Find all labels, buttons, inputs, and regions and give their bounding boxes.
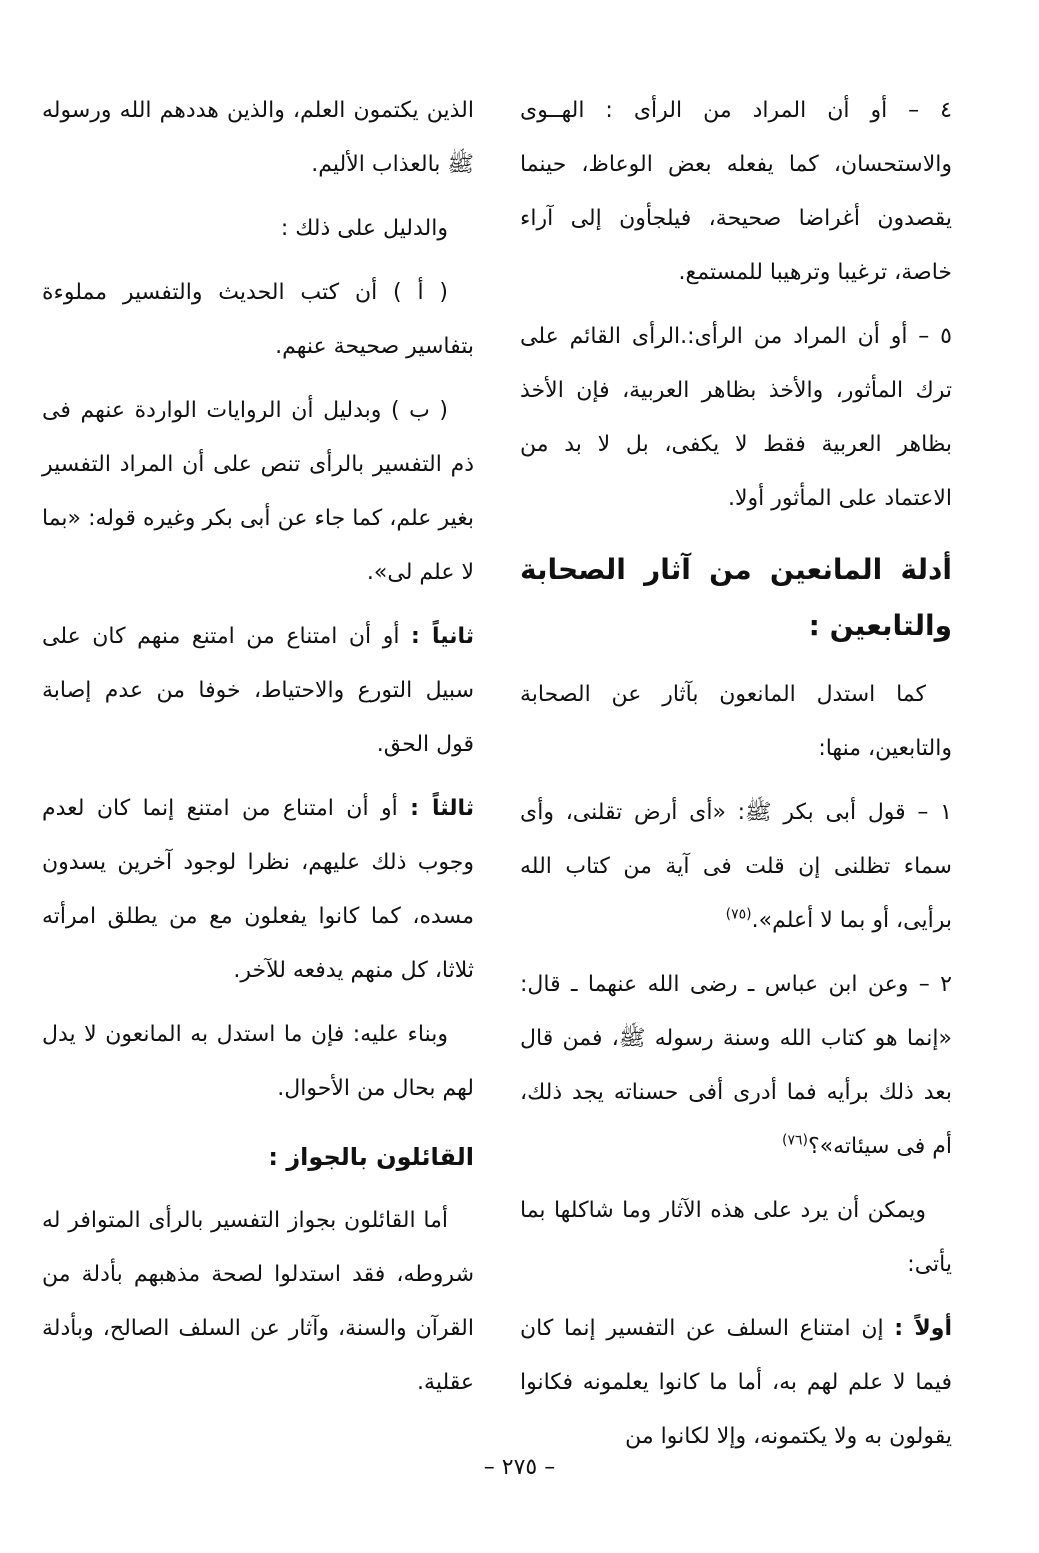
paragraph-first [520, 1302, 952, 1464]
section-heading-permitters: القائلون بالجواز : [268, 1143, 474, 1171]
paragraph-second [42, 610, 474, 772]
first-text: إن امتناع السلف عن التفسير إنما كان فيما لا علم لهم به، أما ما كانوا يعلمونه فكانوا يقولون به ولا يكتمونه، وإلا لكانوا من [520, 1316, 952, 1449]
section-heading-companions-evidence: أدلة المانعين من آثار الصحابة والتابعين : [520, 553, 952, 642]
right-column [520, 84, 952, 1474]
third-lead: ثالثاً : [410, 796, 474, 821]
paragraph-continuation: الذين يكتمون العلم، والذين هددهم الله ورسوله ﷺ بالعذاب الأليم. [42, 98, 474, 177]
paragraph-permitters: أما القائلون بجواز التفسير بالرأى المتوافر له شروطه، فقد استدلوا لصحة مذهبهم بأدلة من القرآن والسنة، وآثار عن السلف الصالح، وبأدلة عقلية. [42, 1208, 474, 1395]
paragraph-point-5: ٥ – أو أن المراد من الرأى:.الرأى القائم على ترك المأثور، والأخذ بظاهر العربية، فإن الأخذ بظاهر العربية فقط لا يكفى، بل لا بد من الاعتماد على المأثور أولا. [520, 324, 952, 511]
paragraph-evidence-b: ( ب ) وبدليل أن الروايات الواردة عنهم فى ذم التفسير بالرأى تنص على أن المراد التفسير بغير علم، كما جاء عن أبى بكر وغيره قوله: «بما لا علم لى». [42, 398, 474, 585]
second-text: أو أن امتناع من امتنع منهم كان على سبيل التورع والاحتياط، خوفا من عدم إصابة قول الحق. [42, 624, 474, 757]
second-lead: ثانياً : [410, 624, 475, 649]
paragraph-point-4: ٤ – أو أن المراد من الرأى : الهــوى والاستحسان، كما يفعله بعض الوعاظ، حينما يقصدون أغراضا صحيحة، فيلجأون إلى آراء خاصة، ترغيبا وترهيبا للمستمع. [520, 98, 952, 285]
third-text: أو أن امتناع من امتنع إنما كان لعدم وجوب ذلك عليهم، نظرا لوجود آخرين يسدون مسده، كما كانوا يفعلون مع من يطلق امرأته ثلاثا، كل منهم يدفعه للآخر. [42, 796, 474, 983]
left-column [42, 84, 474, 1420]
paragraph-reply: ويمكن أن يرد على هذه الآثار وما شاكلها بما يأتى: [520, 1198, 952, 1277]
paragraph-evidence-intro: والدليل على ذلك : [280, 216, 448, 241]
footnote-ref-75: (٧٥) [725, 906, 752, 923]
item-1-text: ١ – قول أبى بكر ﷺ: «أى أرض تقلنى، وأى سماء تظلنى إن قلت فى آية من كتاب الله برأيى، أو بما لا أعلم». [520, 800, 952, 933]
paragraph-item-2 [520, 958, 952, 1174]
footnote-ref-76: (٧٦) [781, 1132, 808, 1149]
paragraph-evidence-a: ( أ ) أن كتب الحديث والتفسير مملوءة بتفاسير صحيحة عنهم. [42, 280, 474, 359]
paragraph-intro: كما استدل المانعون بآثار عن الصحابة والتابعين، منها: [520, 682, 952, 761]
item-2-text: ٢ – وعن ابن عباس ـ رضى الله عنهما ـ قال: «إنما هو كتاب الله وسنة رسوله ﷺ، فمن قال بعد ذلك برأيه فما أدرى أفى حسناته يجد ذلك، أم فى سيئاته»؟ [520, 972, 952, 1159]
page-number: – ٢٧٥ – [483, 1455, 556, 1480]
first-lead: أولاً : [894, 1316, 952, 1341]
paragraph-conclusion: وبناء عليه: فإن ما استدل به المانعون لا يدل لهم بحال من الأحوال. [42, 1022, 474, 1101]
paragraph-item-1 [520, 786, 952, 948]
paragraph-third [42, 782, 474, 998]
